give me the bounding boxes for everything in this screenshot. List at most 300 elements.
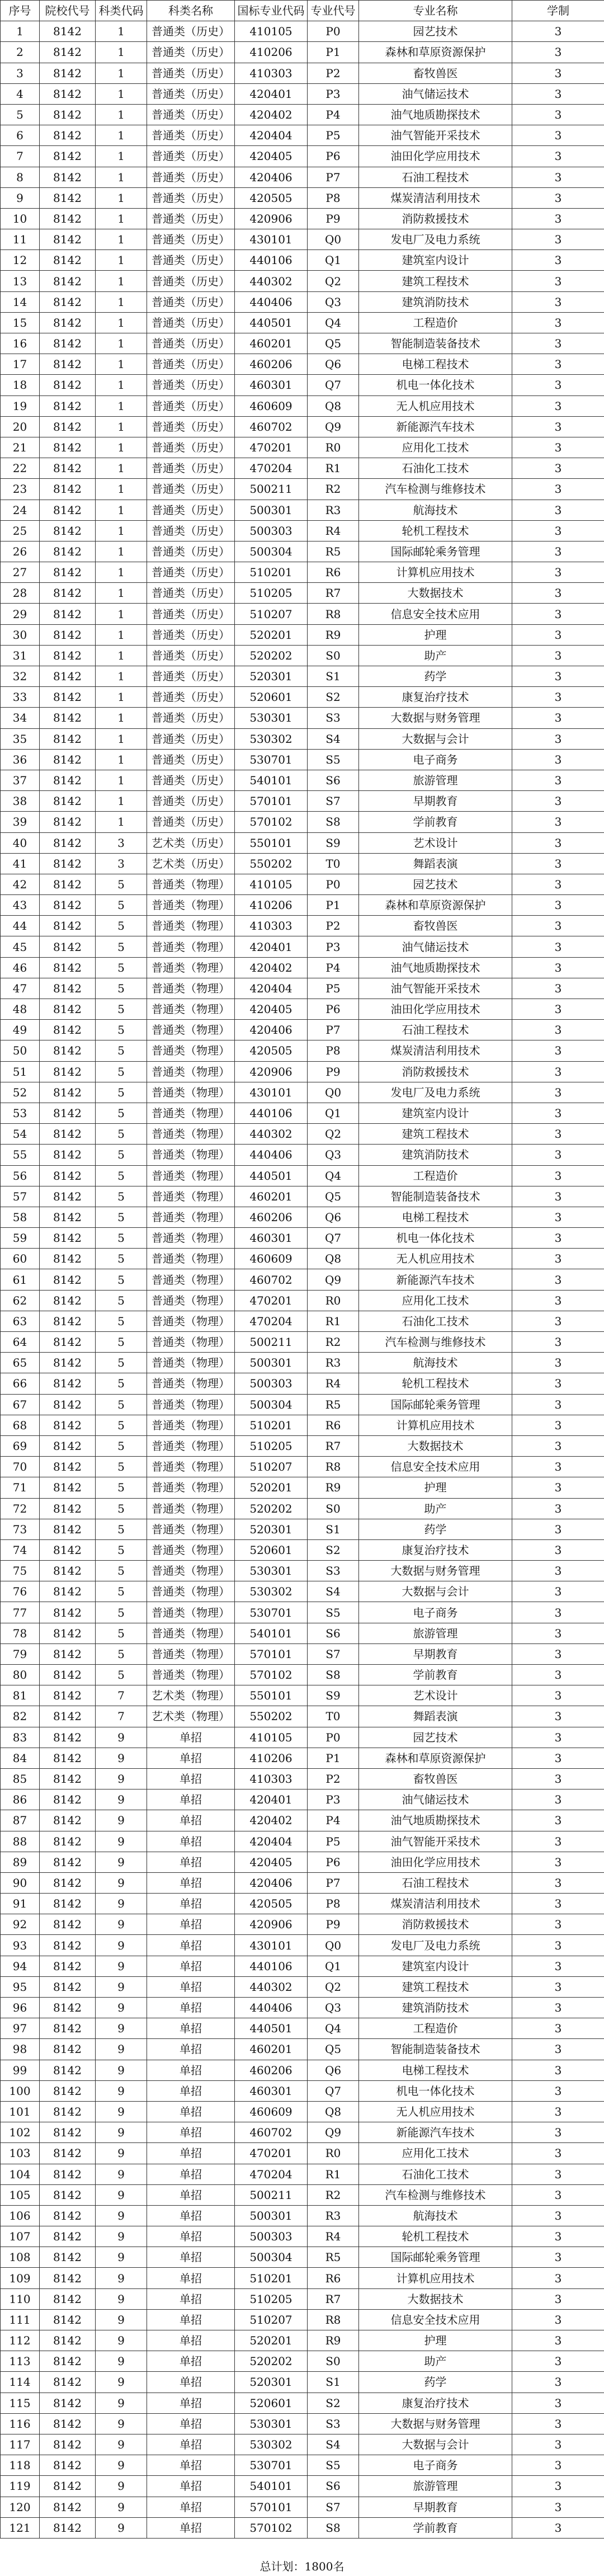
cell-duration: 3: [512, 1561, 604, 1581]
cell-duration: 3: [512, 1872, 604, 1893]
cell-category-code: 1: [96, 458, 147, 479]
cell-major-code: R2: [308, 2184, 359, 2205]
cell-major-code: P2: [308, 916, 359, 936]
cell-category-code: 9: [96, 2330, 147, 2351]
cell-category-code: 3: [96, 853, 147, 874]
cell-major-code: S9: [308, 832, 359, 853]
cell-serial-number: 45: [1, 936, 40, 957]
cell-duration: 3: [512, 208, 604, 229]
cell-category-name: 单招: [147, 2080, 235, 2101]
cell-serial-number: 102: [1, 2122, 40, 2143]
cell-major-name: 电子商务: [359, 749, 512, 770]
cell-category-name: 普通类（历史）: [147, 83, 235, 104]
cell-category-code: 1: [96, 583, 147, 604]
cell-serial-number: 8: [1, 167, 40, 187]
cell-major-code: P1: [308, 42, 359, 63]
table-row: [1, 1789, 604, 1810]
cell-serial-number: 51: [1, 1061, 40, 1082]
cell-major-code: P0: [308, 874, 359, 894]
cell-major-name: 新能源汽车技术: [359, 416, 512, 437]
cell-school-code: 8142: [40, 1561, 96, 1581]
table-row: [1, 853, 604, 874]
cell-serial-number: 46: [1, 957, 40, 978]
table-row: [1, 2351, 604, 2372]
cell-serial-number: 22: [1, 458, 40, 479]
cell-major-name: 智能制造装备技术: [359, 2039, 512, 2060]
cell-major-code: Q6: [308, 354, 359, 375]
cell-major-name: 园艺技术: [359, 874, 512, 894]
cell-category-name: 普通类（历史）: [147, 708, 235, 728]
cell-national-major-code: 440501: [235, 312, 308, 333]
table-row: [1, 354, 604, 375]
cell-major-name: 石油工程技术: [359, 1020, 512, 1040]
cell-major-code: P5: [308, 978, 359, 999]
cell-duration: 3: [512, 853, 604, 874]
cell-major-code: Q8: [308, 2101, 359, 2122]
cell-major-name: 石油化工技术: [359, 458, 512, 479]
cell-category-code: 9: [96, 2184, 147, 2205]
table-row: [1, 1040, 604, 1061]
cell-national-major-code: 470201: [235, 437, 308, 458]
cell-category-name: 普通类（物理）: [147, 1145, 235, 1165]
cell-school-code: 8142: [40, 916, 96, 936]
cell-major-code: Q5: [308, 2039, 359, 2060]
cell-category-name: 普通类（物理）: [147, 1040, 235, 1061]
cell-national-major-code: 510201: [235, 2268, 308, 2288]
cell-major-code: P8: [308, 1894, 359, 1914]
cell-school-code: 8142: [40, 1186, 96, 1207]
cell-national-major-code: 460609: [235, 395, 308, 416]
cell-major-code: P7: [308, 1872, 359, 1893]
cell-school-code: 8142: [40, 791, 96, 812]
cell-serial-number: 68: [1, 1415, 40, 1435]
table-row: [1, 1145, 604, 1165]
cell-national-major-code: 500304: [235, 1394, 308, 1415]
cell-duration: 3: [512, 1852, 604, 1872]
table-row: [1, 2393, 604, 2413]
cell-major-name: 建筑消防技术: [359, 1145, 512, 1165]
cell-serial-number: 9: [1, 187, 40, 208]
cell-category-name: 单招: [147, 1810, 235, 1831]
cell-school-code: 8142: [40, 229, 96, 250]
cell-category-name: 普通类（物理）: [147, 1539, 235, 1560]
cell-school-code: 8142: [40, 1269, 96, 1290]
cell-category-name: 普通类（历史）: [147, 604, 235, 624]
cell-category-code: 5: [96, 1249, 147, 1269]
cell-duration: 3: [512, 42, 604, 63]
cell-national-major-code: 420402: [235, 1810, 308, 1831]
cell-school-code: 8142: [40, 1145, 96, 1165]
cell-major-code: Q1: [308, 1103, 359, 1123]
cell-category-code: 1: [96, 42, 147, 63]
cell-national-major-code: 530301: [235, 1561, 308, 1581]
cell-duration: 3: [512, 895, 604, 916]
cell-serial-number: 78: [1, 1623, 40, 1643]
cell-duration: 3: [512, 645, 604, 666]
cell-category-code: 1: [96, 104, 147, 125]
cell-major-code: R6: [308, 562, 359, 583]
cell-category-code: 9: [96, 1894, 147, 1914]
cell-major-name: 航海技术: [359, 2205, 512, 2226]
cell-category-name: 普通类（物理）: [147, 1269, 235, 1290]
cell-duration: 3: [512, 624, 604, 645]
cell-category-name: 单招: [147, 2184, 235, 2205]
cell-category-name: 普通类（历史）: [147, 271, 235, 291]
cell-major-code: R0: [308, 2143, 359, 2164]
cell-major-code: S4: [308, 728, 359, 749]
cell-duration: 3: [512, 479, 604, 500]
cell-category-code: 1: [96, 167, 147, 187]
total-plan-text: 总计划：1800名: [259, 2560, 345, 2573]
cell-major-code: S8: [308, 1665, 359, 1685]
cell-category-code: 9: [96, 1976, 147, 1997]
cell-national-major-code: 570101: [235, 1643, 308, 1664]
cell-school-code: 8142: [40, 2143, 96, 2164]
cell-duration: 3: [512, 1353, 604, 1373]
cell-category-name: 单招: [147, 1872, 235, 1893]
cell-national-major-code: 500211: [235, 2184, 308, 2205]
table-row: [1, 624, 604, 645]
cell-category-code: 1: [96, 229, 147, 250]
cell-category-name: 普通类（历史）: [147, 312, 235, 333]
table-row: [1, 1768, 604, 1789]
cell-duration: 3: [512, 936, 604, 957]
cell-duration: 3: [512, 1311, 604, 1331]
cell-school-code: 8142: [40, 2476, 96, 2497]
cell-school-code: 8142: [40, 1581, 96, 1602]
cell-category-name: 单招: [147, 2455, 235, 2476]
cell-category-name: 单招: [147, 2413, 235, 2434]
cell-major-name: 应用化工技术: [359, 1290, 512, 1311]
cell-school-code: 8142: [40, 146, 96, 167]
cell-category-code: 1: [96, 624, 147, 645]
cell-duration: 3: [512, 1665, 604, 1685]
table-row: [1, 500, 604, 520]
cell-major-name: 大数据与会计: [359, 728, 512, 749]
cell-major-code: P9: [308, 1914, 359, 1935]
cell-major-code: Q0: [308, 229, 359, 250]
table-row: [1, 936, 604, 957]
cell-duration: 3: [512, 2434, 604, 2455]
cell-category-code: 5: [96, 1623, 147, 1643]
cell-category-code: 1: [96, 21, 147, 42]
cell-category-name: 普通类（物理）: [147, 1415, 235, 1435]
cell-category-code: 5: [96, 1602, 147, 1623]
cell-school-code: 8142: [40, 416, 96, 437]
cell-national-major-code: 520202: [235, 1498, 308, 1519]
cell-category-code: 5: [96, 1269, 147, 1290]
cell-category-code: 5: [96, 1290, 147, 1311]
cell-major-code: S5: [308, 1602, 359, 1623]
header-duration: 学制: [512, 1, 604, 21]
table-row: [1, 1935, 604, 1956]
cell-duration: 3: [512, 271, 604, 291]
cell-duration: 3: [512, 1998, 604, 2018]
cell-serial-number: 121: [1, 2517, 40, 2538]
cell-serial-number: 32: [1, 666, 40, 687]
cell-major-code: P4: [308, 1810, 359, 1831]
cell-duration: 3: [512, 375, 604, 395]
cell-duration: 3: [512, 1498, 604, 1519]
cell-category-code: 5: [96, 1561, 147, 1581]
cell-category-code: 1: [96, 395, 147, 416]
cell-serial-number: 86: [1, 1789, 40, 1810]
cell-national-major-code: 500303: [235, 520, 308, 541]
cell-category-name: 普通类（物理）: [147, 936, 235, 957]
cell-serial-number: 118: [1, 2455, 40, 2476]
cell-major-name: 发电厂及电力系统: [359, 1082, 512, 1103]
cell-national-major-code: 440106: [235, 250, 308, 271]
cell-major-name: 机电一体化技术: [359, 2080, 512, 2101]
cell-category-name: 单招: [147, 1748, 235, 1768]
cell-category-name: 艺术类（历史）: [147, 853, 235, 874]
cell-national-major-code: 420505: [235, 187, 308, 208]
cell-major-code: S3: [308, 708, 359, 728]
cell-national-major-code: 530301: [235, 708, 308, 728]
cell-major-name: 计算机应用技术: [359, 2268, 512, 2288]
cell-major-name: 智能制造装备技术: [359, 333, 512, 354]
cell-category-code: 7: [96, 1706, 147, 1727]
cell-category-name: 普通类（历史）: [147, 229, 235, 250]
cell-major-name: 煤炭清洁利用技术: [359, 187, 512, 208]
cell-category-name: 普通类（历史）: [147, 416, 235, 437]
cell-school-code: 8142: [40, 999, 96, 1020]
cell-major-code: R5: [308, 541, 359, 562]
cell-category-name: 艺术类（物理）: [147, 1685, 235, 1706]
cell-category-name: 普通类（历史）: [147, 770, 235, 790]
cell-category-code: 1: [96, 687, 147, 708]
cell-major-code: R4: [308, 520, 359, 541]
cell-major-name: 应用化工技术: [359, 2143, 512, 2164]
cell-school-code: 8142: [40, 2184, 96, 2205]
cell-category-name: 单招: [147, 2018, 235, 2039]
cell-duration: 3: [512, 1249, 604, 1269]
cell-duration: 3: [512, 2164, 604, 2184]
cell-serial-number: 100: [1, 2080, 40, 2101]
cell-major-name: 森林和草原资源保护: [359, 1748, 512, 1768]
cell-serial-number: 66: [1, 1373, 40, 1394]
cell-duration: 3: [512, 1269, 604, 1290]
cell-major-name: 计算机应用技术: [359, 1415, 512, 1435]
cell-serial-number: 40: [1, 832, 40, 853]
cell-major-code: P4: [308, 104, 359, 125]
cell-school-code: 8142: [40, 2455, 96, 2476]
cell-school-code: 8142: [40, 1124, 96, 1145]
cell-serial-number: 54: [1, 1124, 40, 1145]
cell-serial-number: 87: [1, 1810, 40, 1831]
cell-category-code: 5: [96, 895, 147, 916]
cell-duration: 3: [512, 2268, 604, 2288]
cell-national-major-code: 460206: [235, 1207, 308, 1227]
cell-duration: 3: [512, 1956, 604, 1976]
cell-school-code: 8142: [40, 604, 96, 624]
cell-school-code: 8142: [40, 2205, 96, 2226]
cell-duration: 3: [512, 1228, 604, 1249]
table-row: [1, 2455, 604, 2476]
cell-school-code: 8142: [40, 2226, 96, 2247]
cell-duration: 3: [512, 395, 604, 416]
cell-serial-number: 80: [1, 1665, 40, 1685]
cell-category-name: 普通类（历史）: [147, 291, 235, 312]
table-row: [1, 1290, 604, 1311]
cell-school-code: 8142: [40, 583, 96, 604]
cell-category-name: 单招: [147, 2205, 235, 2226]
cell-serial-number: 104: [1, 2164, 40, 2184]
cell-national-major-code: 460206: [235, 2060, 308, 2080]
table-row: [1, 687, 604, 708]
cell-serial-number: 3: [1, 63, 40, 83]
cell-category-name: 普通类（历史）: [147, 687, 235, 708]
cell-major-code: Q9: [308, 416, 359, 437]
cell-major-name: 早期教育: [359, 2497, 512, 2517]
cell-category-code: 3: [96, 832, 147, 853]
cell-national-major-code: 530301: [235, 2413, 308, 2434]
cell-category-name: 普通类（物理）: [147, 1124, 235, 1145]
cell-duration: 3: [512, 1706, 604, 1727]
cell-major-name: 电梯工程技术: [359, 1207, 512, 1227]
cell-major-code: P7: [308, 1020, 359, 1040]
cell-school-code: 8142: [40, 2497, 96, 2517]
table-row: [1, 1124, 604, 1145]
table-row: [1, 895, 604, 916]
cell-major-name: 电梯工程技术: [359, 354, 512, 375]
cell-duration: 3: [512, 2372, 604, 2393]
cell-national-major-code: 410105: [235, 21, 308, 42]
cell-serial-number: 16: [1, 333, 40, 354]
cell-major-name: 油田化学应用技术: [359, 146, 512, 167]
cell-school-code: 8142: [40, 1727, 96, 1748]
cell-category-code: 9: [96, 2039, 147, 2060]
cell-duration: 3: [512, 1976, 604, 1997]
cell-category-name: 单招: [147, 2288, 235, 2309]
cell-serial-number: 115: [1, 2393, 40, 2413]
cell-serial-number: 90: [1, 1872, 40, 1893]
cell-major-name: 智能制造装备技术: [359, 1186, 512, 1207]
cell-school-code: 8142: [40, 2330, 96, 2351]
cell-national-major-code: 470201: [235, 1290, 308, 1311]
cell-serial-number: 108: [1, 2247, 40, 2268]
cell-major-name: 汽车检测与维修技术: [359, 2184, 512, 2205]
header-school-code: 院校代号: [40, 1, 96, 21]
cell-serial-number: 4: [1, 83, 40, 104]
cell-school-code: 8142: [40, 395, 96, 416]
cell-major-name: 油气储运技术: [359, 83, 512, 104]
cell-serial-number: 47: [1, 978, 40, 999]
table-row: [1, 291, 604, 312]
cell-category-name: 普通类（物理）: [147, 874, 235, 894]
table-row: [1, 770, 604, 790]
cell-category-name: 普通类（物理）: [147, 1477, 235, 1498]
cell-category-name: 普通类（物理）: [147, 1498, 235, 1519]
table-body: [1, 21, 604, 2539]
cell-serial-number: 71: [1, 1477, 40, 1498]
cell-category-code: 5: [96, 1228, 147, 1249]
cell-national-major-code: 510207: [235, 1457, 308, 1477]
cell-school-code: 8142: [40, 624, 96, 645]
cell-category-name: 普通类（物理）: [147, 1103, 235, 1123]
cell-category-name: 普通类（历史）: [147, 395, 235, 416]
table-row: [1, 832, 604, 853]
cell-school-code: 8142: [40, 853, 96, 874]
cell-school-code: 8142: [40, 1290, 96, 1311]
cell-national-major-code: 420401: [235, 1789, 308, 1810]
cell-major-name: 电子商务: [359, 2455, 512, 2476]
cell-category-name: 普通类（物理）: [147, 978, 235, 999]
cell-duration: 3: [512, 2309, 604, 2330]
cell-school-code: 8142: [40, 291, 96, 312]
cell-serial-number: 74: [1, 1539, 40, 1560]
cell-major-name: 助产: [359, 2351, 512, 2372]
cell-school-code: 8142: [40, 666, 96, 687]
cell-serial-number: 93: [1, 1935, 40, 1956]
table-row: [1, 2080, 604, 2101]
cell-major-code: S8: [308, 2517, 359, 2538]
table-row: [1, 250, 604, 271]
cell-duration: 3: [512, 916, 604, 936]
cell-category-code: 9: [96, 2080, 147, 2101]
table-row: [1, 1311, 604, 1331]
cell-major-name: 早期教育: [359, 1643, 512, 1664]
table-row: [1, 1020, 604, 1040]
cell-major-code: P3: [308, 83, 359, 104]
cell-duration: 3: [512, 583, 604, 604]
cell-serial-number: 57: [1, 1186, 40, 1207]
cell-duration: 3: [512, 604, 604, 624]
table-row: [1, 1228, 604, 1249]
cell-category-code: 5: [96, 1457, 147, 1477]
cell-serial-number: 42: [1, 874, 40, 894]
cell-duration: 3: [512, 1602, 604, 1623]
table-row: [1, 2413, 604, 2434]
cell-serial-number: 29: [1, 604, 40, 624]
cell-duration: 3: [512, 291, 604, 312]
cell-national-major-code: 470201: [235, 2143, 308, 2164]
cell-school-code: 8142: [40, 874, 96, 894]
cell-category-code: 1: [96, 416, 147, 437]
cell-category-name: 普通类（物理）: [147, 1311, 235, 1331]
cell-national-major-code: 420402: [235, 104, 308, 125]
cell-serial-number: 15: [1, 312, 40, 333]
cell-national-major-code: 540101: [235, 1623, 308, 1643]
table-row: [1, 2288, 604, 2309]
cell-duration: 3: [512, 1165, 604, 1186]
cell-school-code: 8142: [40, 1935, 96, 1956]
cell-duration: 3: [512, 229, 604, 250]
cell-school-code: 8142: [40, 354, 96, 375]
cell-category-code: 9: [96, 2288, 147, 2309]
cell-major-code: Q5: [308, 333, 359, 354]
cell-category-code: 1: [96, 562, 147, 583]
cell-duration: 3: [512, 63, 604, 83]
cell-major-code: P9: [308, 1061, 359, 1082]
cell-category-code: 5: [96, 1165, 147, 1186]
cell-major-code: S4: [308, 2434, 359, 2455]
cell-duration: 3: [512, 1894, 604, 1914]
cell-major-code: Q0: [308, 1935, 359, 1956]
table-row: [1, 1976, 604, 1997]
cell-category-code: 5: [96, 936, 147, 957]
cell-major-code: R9: [308, 624, 359, 645]
cell-serial-number: 34: [1, 708, 40, 728]
cell-major-code: Q2: [308, 1976, 359, 1997]
cell-category-name: 单招: [147, 2101, 235, 2122]
cell-serial-number: 101: [1, 2101, 40, 2122]
cell-national-major-code: 520301: [235, 666, 308, 687]
cell-serial-number: 48: [1, 999, 40, 1020]
cell-category-code: 1: [96, 63, 147, 83]
cell-category-name: 单招: [147, 2268, 235, 2288]
cell-duration: 3: [512, 2517, 604, 2538]
